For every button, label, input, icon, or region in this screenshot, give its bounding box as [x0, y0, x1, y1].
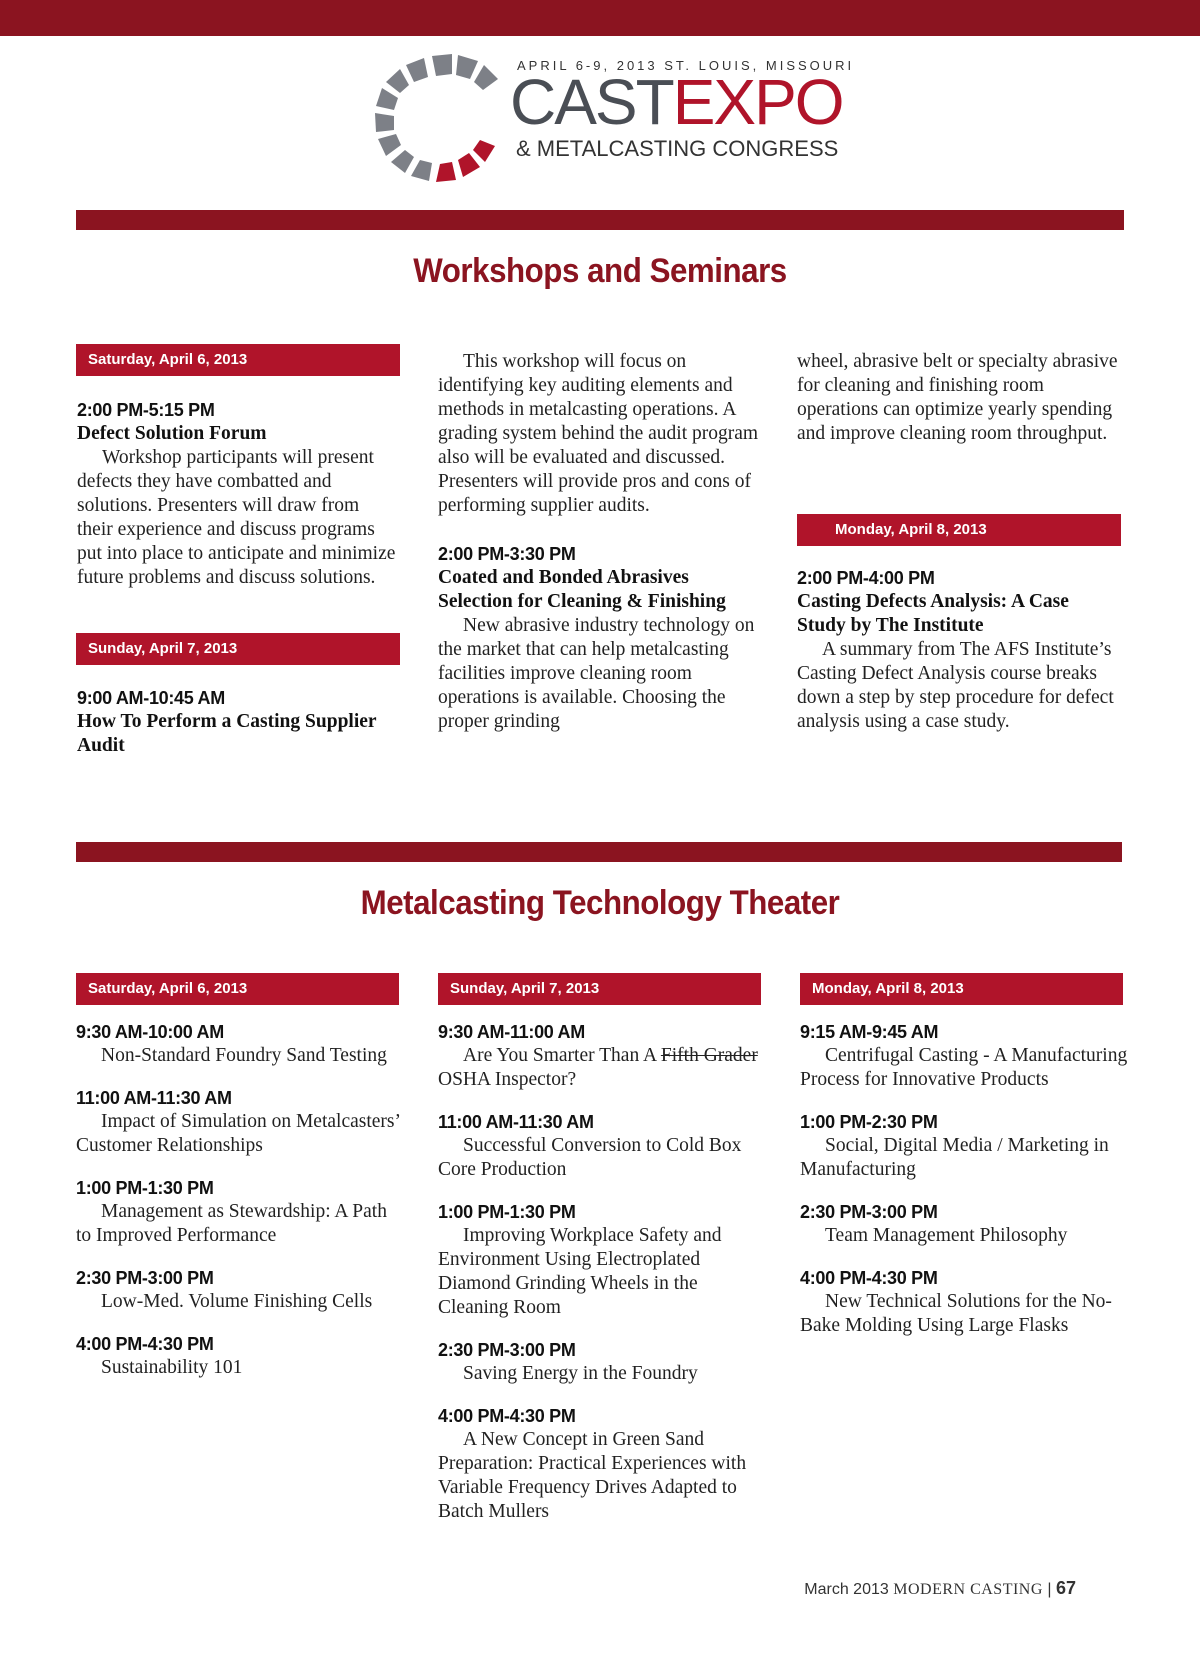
schedule-item [800, 1266, 1130, 1338]
talk-title-start: Are You Smarter Than A [463, 1045, 661, 1066]
theater-section-bar [76, 842, 1122, 862]
talk-time: 4:00 PM-4:30 PM [76, 1334, 214, 1354]
talk-time: 2:30 PM-3:00 PM [76, 1268, 214, 1288]
theater-col-sunday [438, 1020, 768, 1542]
theater-saturday-bar: Saturday, April 6, 2013 [76, 973, 399, 1005]
schedule-item [76, 1086, 406, 1158]
footer-separator: | [1047, 1581, 1052, 1598]
top-color-bar [0, 0, 1200, 36]
talk-title: Centrifugal Casting - A Manufacturing Process for Innovative Products [800, 1045, 1128, 1090]
theater-sunday-bar: Sunday, April 7, 2013 [438, 973, 761, 1005]
session-description: New abrasive industry technology on the market that can help metalcasting facilities improve cleaning room operations is available. Choosing the proper grinding [438, 615, 755, 732]
schedule-item [438, 1338, 768, 1386]
talk-time: 11:00 AM-11:30 AM [438, 1112, 594, 1132]
castexpo-logo [362, 46, 855, 186]
logo-dateline: APRIL 6-9, 2013 ST. LOUIS, MISSOURI [517, 58, 855, 73]
talk-time: 9:30 AM-11:00 AM [438, 1022, 585, 1042]
workshops-col-1-bottom [77, 686, 399, 758]
talk-title: Low-Med. Volume Finishing Cells [101, 1291, 373, 1312]
theater-col-saturday [76, 1020, 406, 1398]
schedule-item [800, 1020, 1130, 1092]
theater-title: Metalcasting Technology Theater [360, 884, 840, 922]
talk-time: 1:00 PM-2:30 PM [800, 1112, 938, 1132]
talk-time: 2:30 PM-3:00 PM [438, 1340, 576, 1360]
theater-col-monday [800, 1020, 1130, 1356]
schedule-item [800, 1200, 1130, 1248]
talk-title: Successful Conversion to Cold Box Core Production [438, 1135, 742, 1180]
session-time: 2:00 PM-4:00 PM [797, 568, 935, 588]
page-number: 67 [1055, 1578, 1076, 1598]
schedule-item [76, 1176, 406, 1248]
schedule-item [76, 1332, 406, 1380]
talk-title: A New Concept in Green Sand Preparation: Practical Experiences with Variable Frequency Drives Adapted to Batch Mullers [438, 1429, 747, 1522]
session-description: Workshop participants will present defects they have combatted and solutions. Presenters will draw from their experience and discuss programs put into place to anticipate and minimize future problems and discuss solutions. [77, 447, 396, 588]
schedule-item [76, 1020, 406, 1068]
schedule-item [800, 1110, 1130, 1182]
footer-magazine: MODERN CASTING [893, 1581, 1043, 1598]
logo-congress: & METALCASTING CONGRESS [516, 136, 839, 161]
session-title: How To Perform a Casting Supplier Audit [77, 711, 377, 756]
logo-wordmark [510, 66, 843, 138]
session-time: 2:00 PM-3:30 PM [438, 544, 576, 564]
schedule-item [438, 1404, 768, 1524]
schedule-item [438, 1020, 768, 1092]
talk-title: Social, Digital Media / Marketing in Manufacturing [800, 1135, 1109, 1180]
talk-time: 1:00 PM-1:30 PM [438, 1202, 576, 1222]
schedule-item [438, 1110, 768, 1182]
page-footer [804, 1578, 1076, 1599]
workshops-title: Workshops and Seminars [413, 252, 787, 290]
talk-time: 11:00 AM-11:30 AM [76, 1088, 232, 1108]
talk-time: 9:15 AM-9:45 AM [800, 1022, 939, 1042]
talk-time: 2:30 PM-3:00 PM [800, 1202, 938, 1222]
talk-title: New Technical Solutions for the No-Bake Molding Using Large Flasks [800, 1291, 1112, 1336]
talk-time: 9:30 AM-10:00 AM [76, 1022, 224, 1042]
logo-expo: EXPO [672, 66, 843, 138]
talk-title-strikethrough: Fifth Grader [660, 1045, 758, 1066]
session-time: 2:00 PM-5:15 PM [77, 400, 215, 420]
session-title: Casting Defects Analysis: A Case Study by The Institute [797, 591, 1069, 636]
workshops-saturday-bar: Saturday, April 6, 2013 [76, 344, 400, 376]
talk-title [438, 1044, 768, 1092]
session-title: Coated and Bonded Abrasives Selection for Cleaning & Finishing [438, 567, 726, 612]
theater-monday-bar: Monday, April 8, 2013 [800, 973, 1123, 1005]
talk-title-end: OSHA Inspector? [438, 1069, 577, 1090]
workshops-col-1-top [77, 398, 399, 590]
workshops-sunday-bar: Sunday, April 7, 2013 [76, 633, 400, 665]
session-description: This workshop will focus on identifying key auditing elements and methods in metalcasting operations. A grading system behind the audit program also will be evaluated and discussed. Presenters will provide pros and cons of performing supplier audits. [438, 351, 759, 516]
talk-title: Team Management Philosophy [825, 1225, 1068, 1246]
workshops-section-bar [76, 210, 1124, 230]
session-title: Defect Solution Forum [77, 423, 267, 444]
logo-cast: CAST [510, 66, 673, 138]
talk-title: Sustainability 101 [101, 1357, 243, 1378]
workshops-col-3-top [797, 350, 1122, 446]
workshops-col-2 [438, 350, 760, 734]
talk-title: Impact of Simulation on Metalcasters’ Customer Relationships [76, 1111, 400, 1156]
schedule-item [76, 1266, 406, 1314]
talk-title: Saving Energy in the Foundry [463, 1363, 698, 1384]
schedule-item [438, 1200, 768, 1320]
session-time: 9:00 AM-10:45 AM [77, 688, 225, 708]
logo-ring-icon [362, 50, 512, 186]
talk-title: Improving Workplace Safety and Environment Using Electroplated Diamond Grinding Wheels in the Cleaning Room [438, 1225, 722, 1318]
talk-time: 4:00 PM-4:30 PM [800, 1268, 938, 1288]
talk-time: 1:00 PM-1:30 PM [76, 1178, 214, 1198]
workshops-monday-bar: Monday, April 8, 2013 [797, 514, 1121, 546]
session-description: A summary from The AFS Institute’s Casting Defect Analysis course breaks down a step by step procedure for defect analysis using a case study. [797, 639, 1114, 732]
talk-time: 4:00 PM-4:30 PM [438, 1406, 576, 1426]
workshops-col-3-bottom [797, 566, 1122, 734]
footer-date: March 2013 [804, 1581, 889, 1598]
talk-title: Non-Standard Foundry Sand Testing [101, 1045, 387, 1066]
talk-title: Management as Stewardship: A Path to Improved Performance [76, 1201, 387, 1246]
session-description-continued: wheel, abrasive belt or specialty abrasive for cleaning and finishing room operations can optimize yearly spending and improve cleaning room throughput. [797, 351, 1118, 444]
